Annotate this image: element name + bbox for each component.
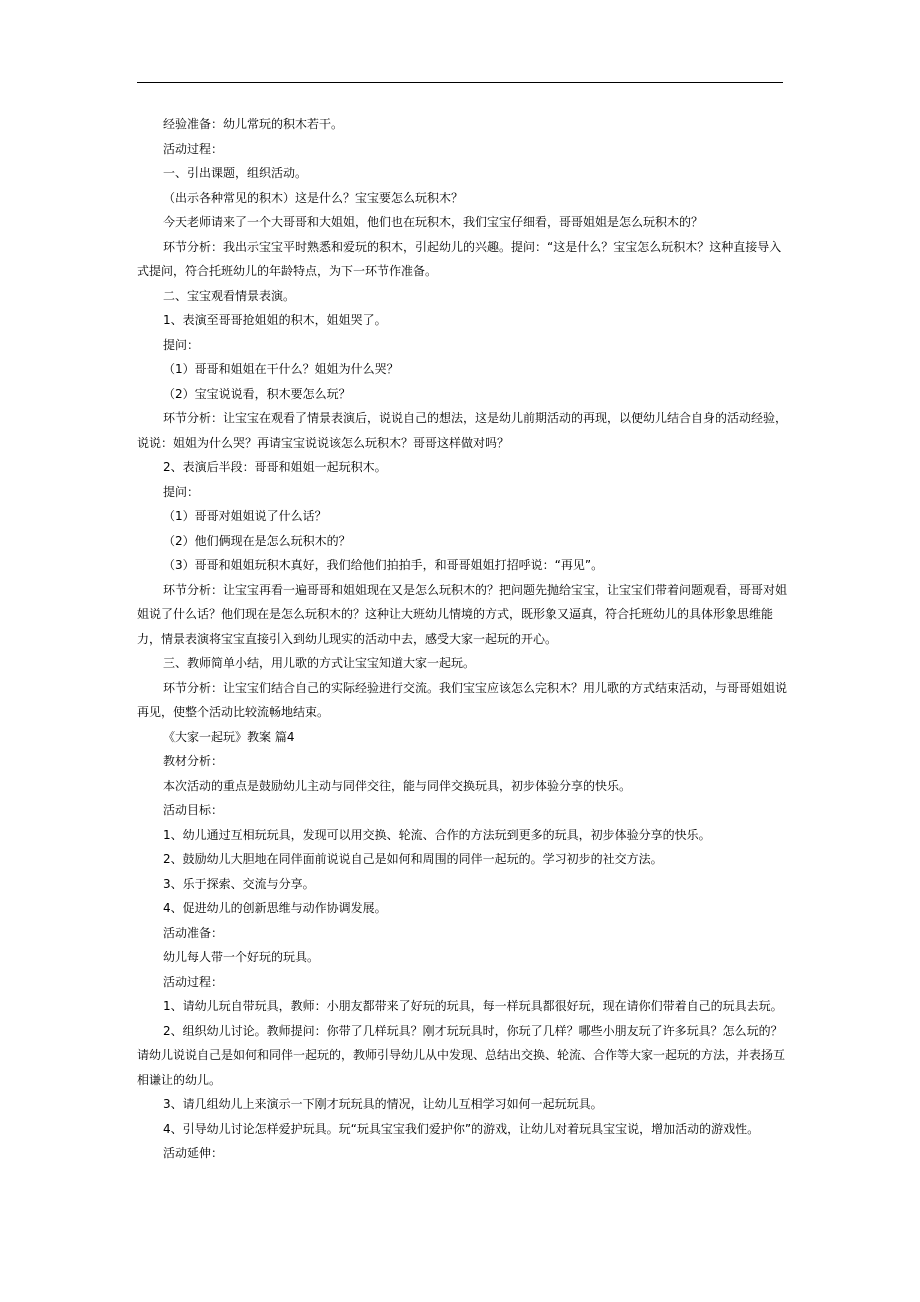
paragraph: 活动过程： — [163, 141, 224, 156]
paragraph: 教材分析： — [163, 754, 224, 768]
paragraph: （3）哥哥和姐姐玩积木真好，我们给他们拍拍手，和哥哥姐姐打招呼说：“再见”。 — [163, 558, 604, 572]
paragraph: 2、组织幼儿讨论。教师提问：你带了几样玩具？刚才玩玩具时，你玩了几样？哪些小朋友玩了许多玩具？怎么玩的？请幼儿说说自己是如何和同伴一起玩的，教师引导幼儿从中发现、总结出交换、轮流、合作等大家一起玩的方法，并表扬互相谦让的幼儿。 — [137, 1023, 786, 1087]
paragraph: （1）哥哥和姐姐在干什么？姐姐为什么哭？ — [163, 362, 399, 376]
paragraph: 活动目标： — [163, 803, 224, 817]
paragraph: 2、表演后半段：哥哥和姐姐一起玩积木。 — [163, 460, 387, 474]
paragraph: 活动准备： — [163, 925, 224, 940]
document-body — [137, 112, 787, 1166]
paragraph: 活动延伸： — [163, 1146, 224, 1160]
header-rule — [137, 82, 783, 83]
paragraph: （1）哥哥对姐姐说了什么话？ — [163, 509, 327, 523]
paragraph: 经验准备：幼儿常玩的积木若干。 — [163, 117, 344, 131]
paragraph: 环节分析：让宝宝在观看了情景表演后，说说自己的想法，这是幼儿前期活动的再现，以便幼儿结合自身的活动经验，说说：姐姐为什么哭？再请宝宝说说该怎么玩积木？哥哥这样做对吗？ — [137, 411, 788, 450]
paragraph: 幼儿每人带一个好玩的玩具。 — [163, 950, 320, 964]
paragraph: 一、引出课题，组织活动。 — [163, 166, 308, 180]
paragraph: 1、请幼儿玩自带玩具，教师：小朋友都带来了好玩的玩具，每一样玩具都很好玩，现在请你们带着自己的玩具去玩。 — [163, 999, 783, 1013]
paragraph: 本次活动的重点是鼓励幼儿主动与同伴交往，能与同伴交换玩具，初步体验分享的快乐。 — [163, 778, 632, 793]
paragraph: 4、引导幼儿讨论怎样爱护玩具。玩“玩具宝宝我们爱护你”的游戏，让幼儿对着玩具宝宝说，增加活动的游戏性。 — [163, 1121, 760, 1136]
paragraph: 今天老师请来了一个大哥哥和大姐姐，他们也在玩积木，我们宝宝仔细看，哥哥姐姐是怎么玩积木的？ — [163, 215, 704, 229]
paragraph: 3、乐于探索、交流与分享。 — [163, 876, 315, 891]
paragraph: 2、鼓励幼儿大胆地在同伴面前说说自己是如何和周围的同伴一起玩的。学习初步的社交方法。 — [163, 852, 663, 866]
paragraph: （2）宝宝说说看，积木要怎么玩？ — [163, 386, 351, 401]
section-heading: 《大家一起玩》教案 篇4 — [163, 729, 295, 744]
paragraph: 3、请几组幼儿上来演示一下刚才玩玩具的情况，让幼儿互相学习如何一起玩玩具。 — [163, 1097, 603, 1111]
paragraph: 环节分析：让宝宝们结合自己的实际经验进行交流。我们宝宝应该怎么完积木？用儿歌的方式结束活动，与哥哥姐姐说再见，使整个活动比较流畅地结束。 — [137, 680, 788, 719]
paragraph: 4、促进幼儿的创新思维与动作协调发展。 — [163, 901, 387, 915]
paragraph: 1、表演至哥哥抢姐姐的积木，姐姐哭了。 — [163, 313, 387, 327]
paragraph: （2）他们俩现在是怎么玩积木的？ — [163, 533, 351, 548]
paragraph: 环节分析：我出示宝宝平时熟悉和爱玩的积木，引起幼儿的兴趣。提问：“这是什么？宝宝怎么玩积木？这种直接导入式提问，符合托班幼儿的年龄特点，为下一环节作准备。 — [137, 239, 782, 278]
paragraph: 提问： — [163, 337, 200, 352]
paragraph: 二、宝宝观看情景表演。 — [163, 288, 296, 303]
paragraph: 活动过程： — [163, 974, 224, 989]
paragraph: 三、教师简单小结，用儿歌的方式让宝宝知道大家一起玩。 — [163, 656, 476, 670]
paragraph: 环节分析：让宝宝再看一遍哥哥和姐姐现在又是怎么玩积木的？把问题先抛给宝宝，让宝宝们带着问题观看，哥哥对姐姐说了什么话？他们现在是怎么玩积木的？这种让大班幼儿情境的方式，既形象又逼真，符合托班幼儿的具体形象思维能力，情景表演将宝宝直接引入到幼儿现实的活动中去，感受大家一起玩的开心。 — [137, 582, 788, 646]
paragraph: （出示各种常见的积木）这是什么？宝宝要怎么玩积木？ — [163, 190, 464, 205]
paragraph: 1、幼儿通过互相玩玩具，发现可以用交换、轮流、合作的方法玩到更多的玩具，初步体验分享的快乐。 — [163, 827, 711, 842]
paragraph: 提问： — [163, 484, 200, 499]
